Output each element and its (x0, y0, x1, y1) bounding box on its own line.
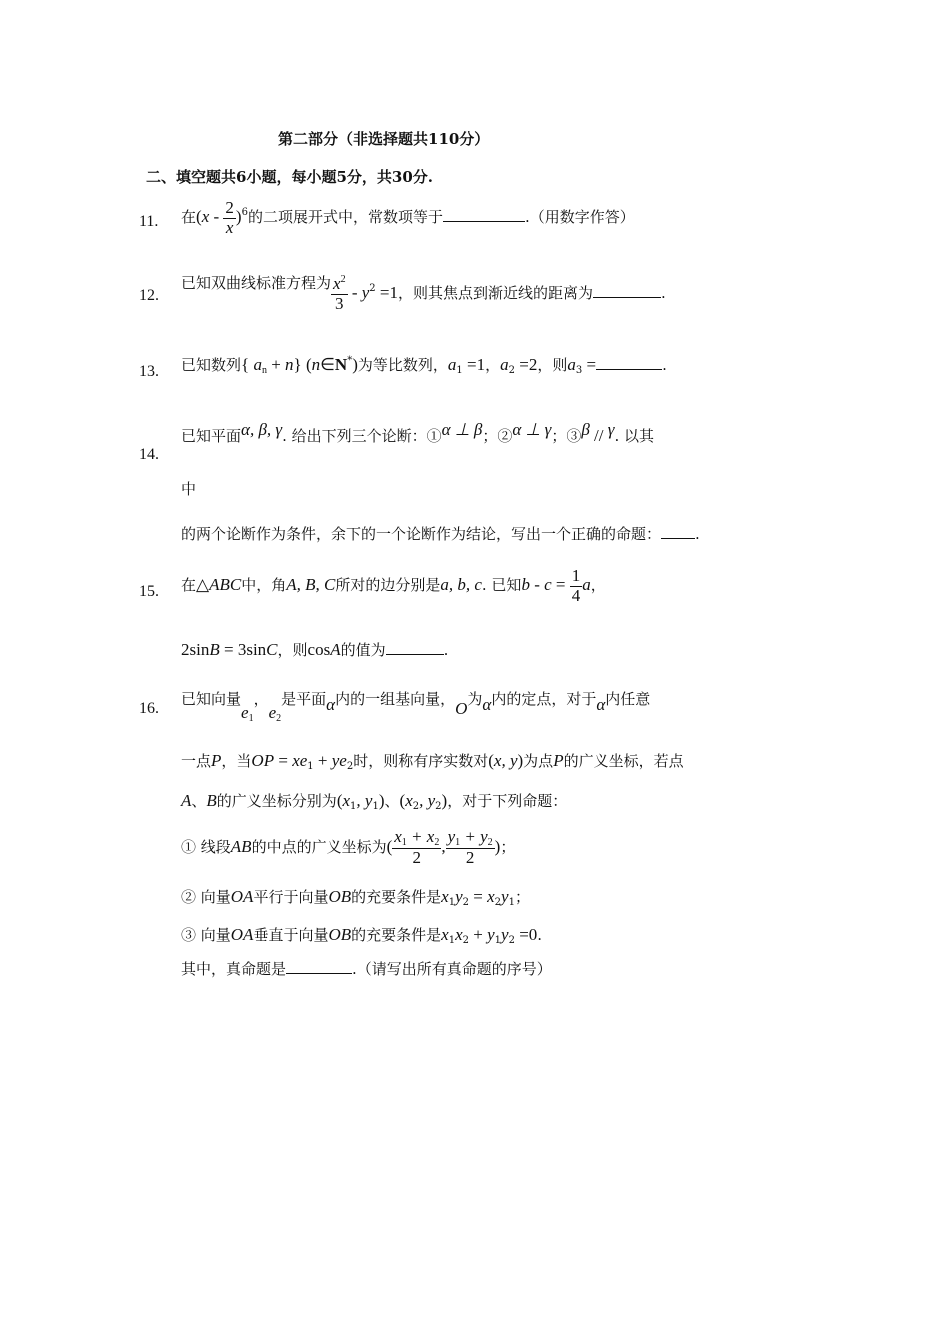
q15-number: 15. (139, 583, 159, 600)
q16-line1: 已知向量$e_1$，$e_2$是平面α内的一组基向量，O为α内的定点，对于α内任意 (181, 690, 651, 724)
q12-number: 12. (139, 287, 159, 304)
q11-answer-blank (443, 207, 525, 222)
q14-answer-blank (661, 524, 695, 539)
q16-line2: 一点P，当OP = $xe_1 + ye_2$时，则称有序实数对(x, y)为点P的广义坐标，若点 (181, 751, 684, 772)
q15-line2: 2sinB = 3sinC，则cosA的值为 . (181, 640, 449, 659)
q16-proposition-1: ① 线段AB的中点的广义坐标为( $\frac{x_1 + x_2}{2}$ , $\frac{y_1 + y_2}{2}$ )； (181, 827, 516, 867)
q16-number: 16. (139, 700, 159, 717)
q12-text: 已知双曲线标准方程为 $\frac{x^2}{3}$ - $y^2 =1$，则其焦点到渐近线的距离为 . (181, 274, 666, 313)
q16-line3: A、B的广义坐标分别为($x_1$, $y_1$)、($x_2$, $y_2$)，对于下列命题： (181, 791, 568, 812)
q14-line3: 的两个论断作为条件，余下的一个论断作为结论，写出一个正确的命题： . (181, 525, 700, 543)
q14-number: 14. (139, 446, 159, 463)
q14-line1: 已知平面α, β, γ. 给出下列三个论断：①α ⊥ β；②α ⊥ γ；③β // γ. 以其 (181, 420, 654, 445)
q16-proposition-3: ③ 向量OA垂直于向量OB的充要条件是$x_1x_2 + y_1y_2 =0$. (181, 925, 543, 946)
q11-number: 11. (139, 213, 159, 230)
part-title: 第二部分（非选择题共110分） (278, 130, 490, 148)
q16-proposition-2: ② 向量OA平行于向量OB的充要条件是$x_1y_2 = x_2y_1$； (181, 887, 530, 908)
q13-answer-blank (596, 355, 662, 370)
q16-answer-blank (286, 959, 352, 974)
q13-number: 13. (139, 363, 159, 380)
q14-line2: 中 (181, 480, 197, 498)
q15-answer-blank (386, 640, 444, 655)
q16-final-line: 其中，真命题是 .（请写出所有真命题的序号） (181, 960, 552, 978)
q15-line1: 在△ABC中，角A, B, C所对的边分别是a, b, c. 已知b - c = $\frac{1}{4}$ a， (181, 566, 606, 605)
q11-text: 在(x - $\frac{2}{x}$ )$^6$的二项展开式中，常数项等于 .（用数字作答） (181, 198, 635, 237)
section-title: 二、填空题共6小题，每小题5分，共30分. (146, 168, 433, 186)
q12-answer-blank (593, 283, 661, 298)
q13-text: 已知数列{ $a_n + n$} (n∈N*)为等比数列，$a_1 =1$，$a_2 =2$，则$a_3$ = . (181, 355, 667, 376)
